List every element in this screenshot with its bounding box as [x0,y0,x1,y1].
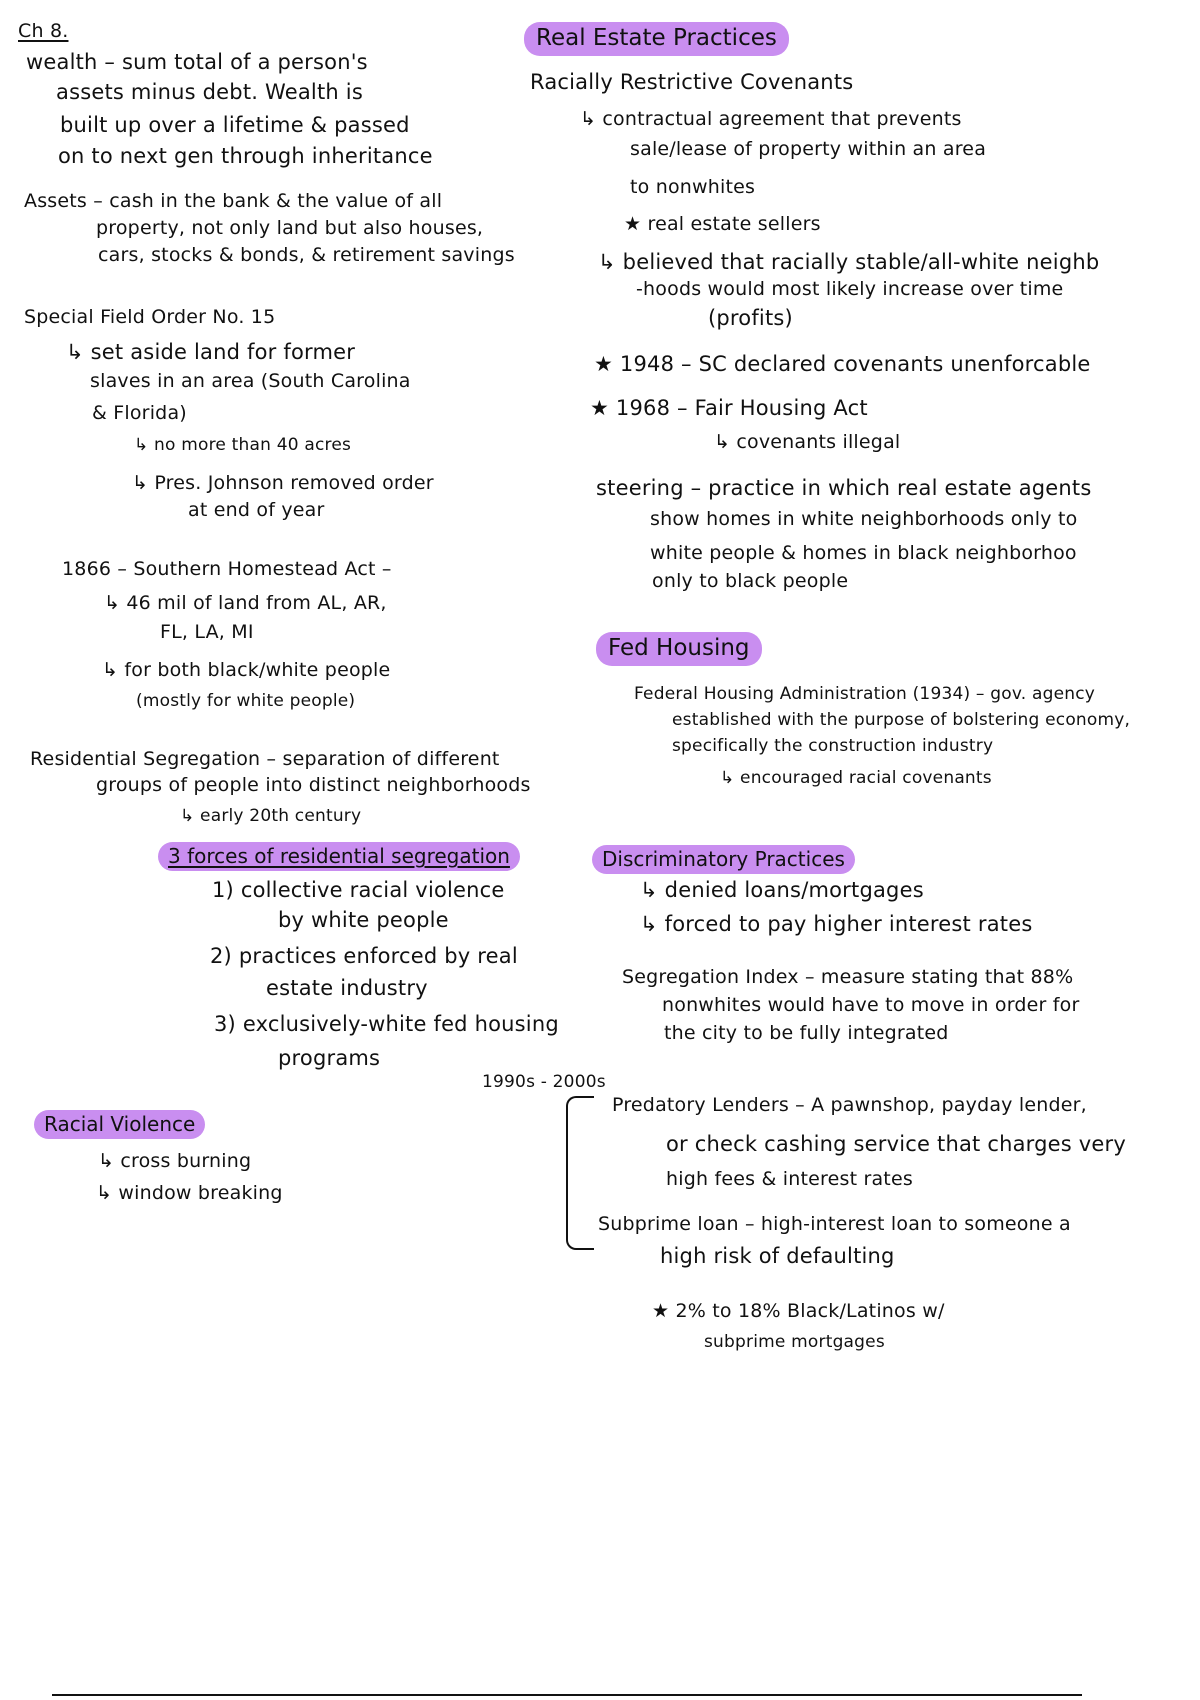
note-line: only to black people [652,570,849,592]
note-line: ↳ Pres. Johnson removed order [132,472,434,494]
note-line: ↳ set aside land for former [66,340,356,364]
forces-heading: 3 forces of residential segregation [168,844,510,868]
note-line: ↳ for both black/white people [102,659,391,681]
note-line: white people & homes in black neighborhoo [650,542,1077,564]
note-line: or check cashing service that charges very [666,1132,1127,1156]
note-line: ★ 2% to 18% Black/Latinos w/ [652,1300,945,1322]
list-item: ↳ cross burning [98,1150,252,1172]
note-line: at end of year [188,499,325,521]
note-line: slaves in an area (South Carolina [90,370,411,392]
list-item: ↳ forced to pay higher interest rates [640,912,1033,936]
note-line: groups of people into distinct neighborhoods [96,774,531,796]
note-line: to nonwhites [630,176,756,198]
bracket [566,1096,594,1250]
year-1948-note: ★ 1948 – SC declared covenants unenforcable [594,352,1091,376]
list-item: estate industry [266,976,428,1000]
note-line: high fees & interest rates [666,1168,913,1190]
year-1968-sub: ↳ covenants illegal [714,431,901,453]
bottom-divider [52,1694,1082,1696]
note-heading: 1866 – Southern Homestead Act – [62,558,392,580]
note-line: sale/lease of property within an area [630,138,987,160]
note-line: subprime mortgages [704,1332,885,1352]
note-line: ↳ early 20th century [180,806,362,826]
racial-violence-heading: Racial Violence [34,1110,205,1139]
note-line: steering – practice in which real estate agents [596,476,1092,500]
note-line: ↳ no more than 40 acres [134,435,352,455]
note-line: Assets – cash in the bank & the value of all [24,190,443,212]
note-line: Predatory Lenders – A pawnshop, payday lender, [612,1094,1087,1116]
list-item: 1) collective racial violence [212,878,505,902]
list-item: 2) practices enforced by real [210,944,518,968]
note-line: property, not only land but also houses, [96,217,484,239]
note-line: high risk of defaulting [660,1244,895,1268]
note-line: -hoods would most likely increase over time [636,278,1064,300]
note-line: built up over a lifetime & passed [60,113,410,137]
real-estate-practices-heading: Real Estate Practices [524,22,789,56]
note-line: ↳ 46 mil of land from AL, AR, [104,592,387,614]
note-line: & Florida) [92,402,187,424]
note-line: Federal Housing Administration (1934) – gov. agency [634,684,1096,704]
note-line: (profits) [708,306,793,330]
discriminatory-practices-heading: Discriminatory Practices [592,845,855,874]
list-item: programs [278,1046,381,1070]
note-heading: Special Field Order No. 15 [24,306,276,328]
note-line: ↳ believed that racially stable/all-white neighb [598,250,1100,274]
note-line: specifically the construction industry [672,736,994,756]
note-line: Segregation Index – measure stating that 88% [622,966,1074,988]
list-item: 3) exclusively-white fed housing [214,1012,559,1036]
fed-housing-heading: Fed Housing [596,632,762,666]
list-item: ↳ denied loans/mortgages [640,878,924,902]
year-1968-note: ★ 1968 – Fair Housing Act [590,396,868,420]
note-line: ↳ contractual agreement that prevents [580,108,962,130]
note-line: ↳ encouraged racial covenants [720,768,992,788]
note-line: the city to be fully integrated [664,1022,949,1044]
note-line: show homes in white neighborhoods only to [650,508,1078,530]
note-line: assets minus debt. Wealth is [56,80,363,104]
covenants-title: Racially Restrictive Covenants [530,70,854,94]
note-line: ★ real estate sellers [624,213,821,235]
list-item: ↳ window breaking [96,1182,283,1204]
forces-heading-highlight [158,842,520,871]
note-line: (mostly for white people) [136,691,356,711]
note-line: wealth – sum total of a person's [26,50,368,74]
note-line: FL, LA, MI [160,621,254,643]
note-line: nonwhites would have to move in order for [662,994,1080,1016]
note-line: Subprime loan – high-interest loan to someone a [598,1213,1071,1235]
chapter-label: Ch 8. [18,20,69,42]
list-item: by white people [278,908,449,932]
note-line: cars, stocks & bonds, & retirement savings [98,244,515,266]
decades-label: 1990s - 2000s [482,1072,606,1092]
note-heading: Residential Segregation – separation of different [30,748,500,770]
note-line: established with the purpose of bolstering economy, [672,710,1131,730]
note-line: on to next gen through inheritance [58,144,433,168]
